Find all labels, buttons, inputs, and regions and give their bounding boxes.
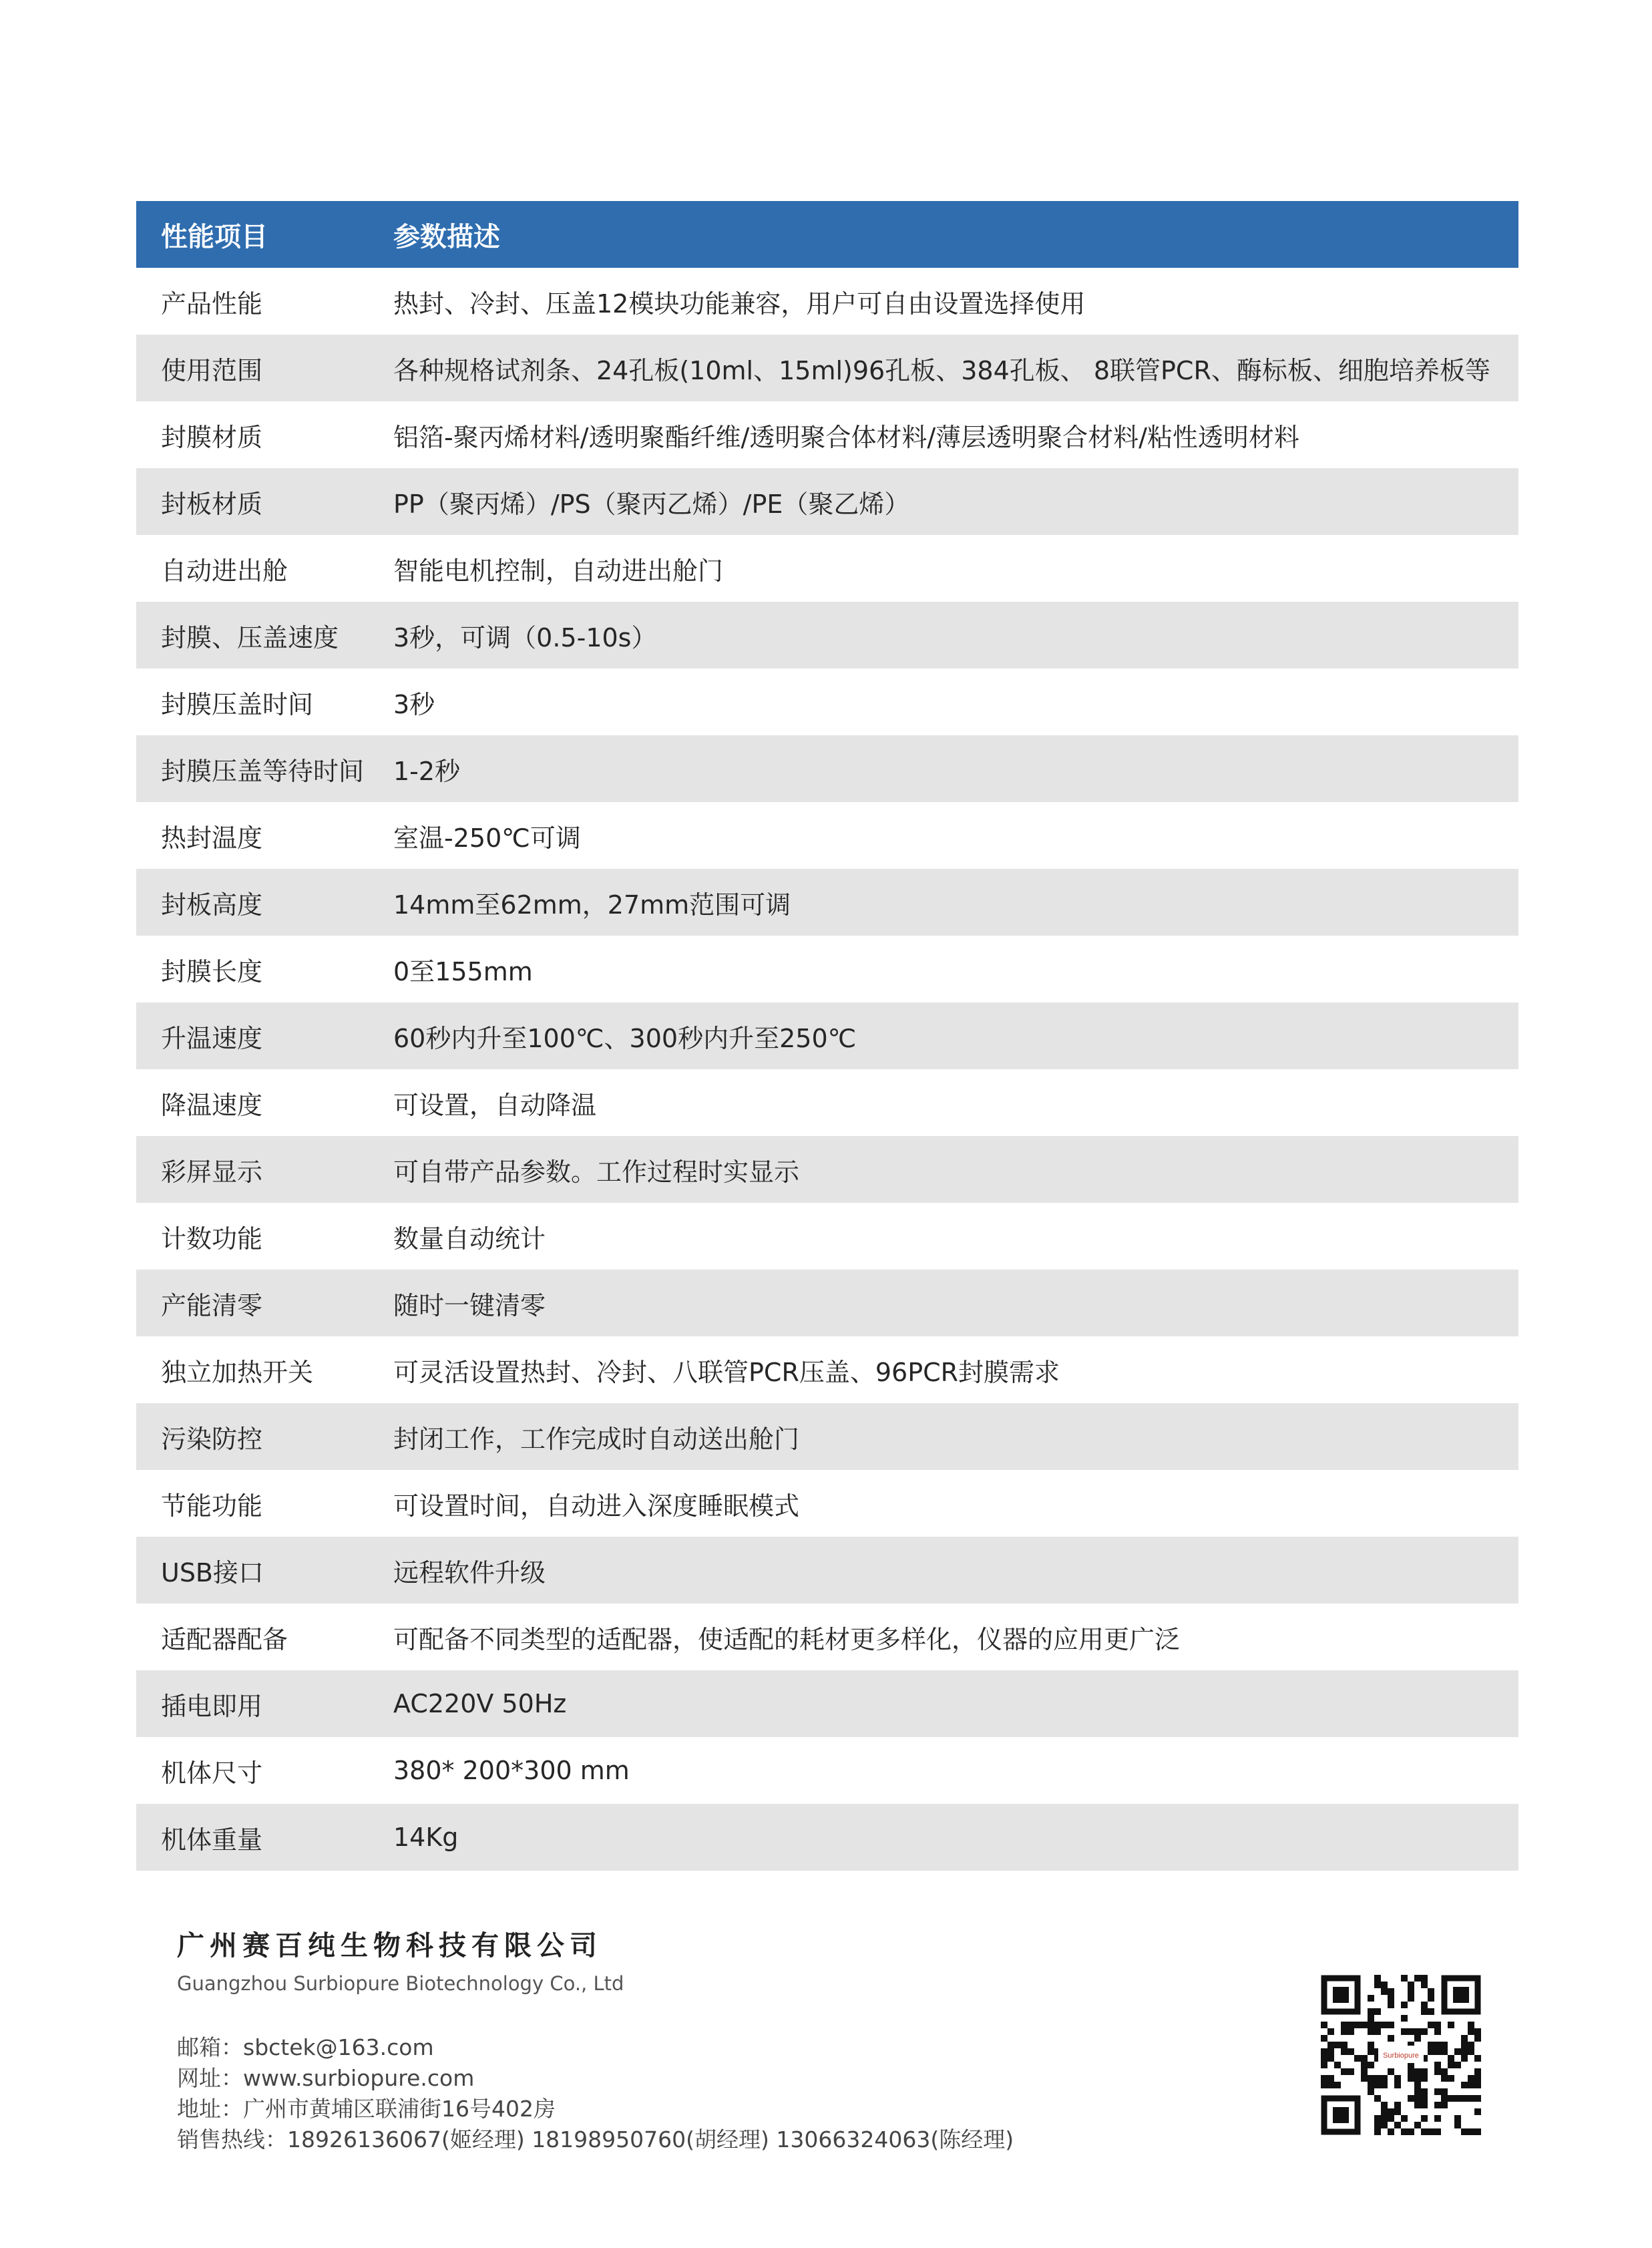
row-item: 使用范围 [161,355,263,385]
row-description: 智能电机控制，自动进出舱门 [393,556,724,586]
row-item: 升温速度 [161,1023,263,1053]
row-item: 机体重量 [161,1825,263,1855]
row-description: 可设置，自动降温 [393,1090,597,1120]
row-item: 独立加热开关 [161,1357,314,1387]
row-item: 机体尺寸 [161,1758,263,1788]
row-description: 可自带产品参数。工作过程时实显示 [393,1157,800,1187]
header-description: 参数描述 [393,221,500,252]
table-row [136,1069,1518,1136]
row-item: 产品性能 [161,289,263,319]
row-item: 封膜、压盖速度 [161,622,339,652]
row-description: 0至155mm [393,956,533,986]
row-description: 1-2秒 [393,756,461,786]
table-row [136,468,1518,535]
qr-logo: Surbiopure [1383,2052,1419,2060]
row-item: 降温速度 [161,1090,263,1120]
row-description: 热封、冷封、压盖12模块功能兼容，用户可自由设置选择使用 [393,289,1086,319]
row-item: 封膜压盖等待时间 [161,756,365,786]
row-description: 14Kg [393,1823,459,1852]
row-item: 计数功能 [161,1224,263,1254]
row-item: 污染防控 [161,1424,263,1454]
row-description: 3秒，可调（0.5-10s） [393,622,657,652]
row-description: 室温-250℃可调 [393,823,581,853]
table-row [136,936,1518,1002]
row-description: 封闭工作，工作完成时自动送出舱门 [393,1424,800,1454]
table-row [136,268,1518,335]
contact-info [177,2032,1014,2155]
email[interactable]: 邮箱：sbctek@163.com [177,2034,434,2060]
qr-code-icon [1321,1975,1481,2135]
row-item: USB接口 [161,1557,264,1587]
address: 地址：广州市黄埔区联浦街16号402房 [177,2096,556,2122]
company-name-cn: 广州赛百纯生物科技有限公司 [177,1929,602,1961]
table-row [136,602,1518,669]
table-row [136,1002,1518,1069]
header-item: 性能项目 [161,221,268,252]
row-item: 热封温度 [161,823,263,853]
website[interactable]: 网址：www.surbiopure.com [177,2065,475,2091]
table-row [136,1804,1518,1871]
row-item: 自动进出舱 [161,556,288,586]
row-item: 彩屏显示 [161,1157,263,1187]
table-row [136,535,1518,602]
table-row [136,1336,1518,1403]
row-description: 数量自动统计 [393,1224,546,1254]
footer [177,1923,1014,2155]
table-row [136,1203,1518,1270]
company-name-en: Guangzhou Surbiopure Biotechnology Co., Ltd [177,1972,624,1995]
sales-hotline: 销售热线：18926136067(姬经理) 18198950760(胡经理) 13066324063(陈经理) [177,2126,1014,2152]
row-description: 铝箔-聚丙烯材料/透明聚酯纤维/透明聚合体材料/薄层透明聚合材料/粘性透明材料 [393,422,1299,452]
table-row [136,869,1518,936]
table-row [136,1403,1518,1470]
row-description: 各种规格试剂条、24孔板(10ml、15ml)96孔板、384孔板、 8联管PCR、酶标板、细胞培养板等 [393,355,1490,385]
table-row [136,1537,1518,1604]
row-description: 可设置时间，自动进入深度睡眠模式 [393,1491,800,1521]
table-row [136,669,1518,735]
row-description: 远程软件升级 [393,1557,546,1587]
row-item: 封板高度 [161,890,263,920]
table-row [136,735,1518,802]
row-item: 适配器配备 [161,1624,288,1654]
row-description: PP（聚丙烯）/PS（聚丙乙烯）/PE（聚乙烯） [393,489,910,519]
row-item: 插电即用 [161,1691,263,1721]
table-row [136,1604,1518,1670]
table-body [136,268,1518,1871]
row-item: 封膜压盖时间 [161,689,314,719]
table-header [136,201,1518,268]
table-row [136,802,1518,869]
table-row [136,1737,1518,1804]
row-item: 封板材质 [161,489,263,519]
row-description: 随时一键清零 [393,1290,546,1320]
table-row [136,335,1518,401]
row-item: 封膜材质 [161,422,263,452]
row-description: 可配备不同类型的适配器，使适配的耗材更多样化，仪器的应用更广泛 [393,1624,1181,1654]
row-item: 节能功能 [161,1491,263,1521]
spec-table [136,201,1518,1871]
row-description: 60秒内升至100℃、300秒内升至250℃ [393,1023,857,1053]
table-row [136,1136,1518,1203]
row-item: 产能清零 [161,1290,263,1320]
table-row [136,1670,1518,1737]
table-row [136,1270,1518,1336]
table-row [136,1470,1518,1537]
row-item: 封膜长度 [161,956,263,986]
row-description: AC220V 50Hz [393,1689,567,1718]
row-description: 可灵活设置热封、冷封、八联管PCR压盖、96PCR封膜需求 [393,1357,1060,1387]
row-description: 380* 200*300 mm [393,1756,630,1785]
row-description: 14mm至62mm，27mm范围可调 [393,890,791,920]
table-row [136,401,1518,468]
row-description: 3秒 [393,689,435,719]
